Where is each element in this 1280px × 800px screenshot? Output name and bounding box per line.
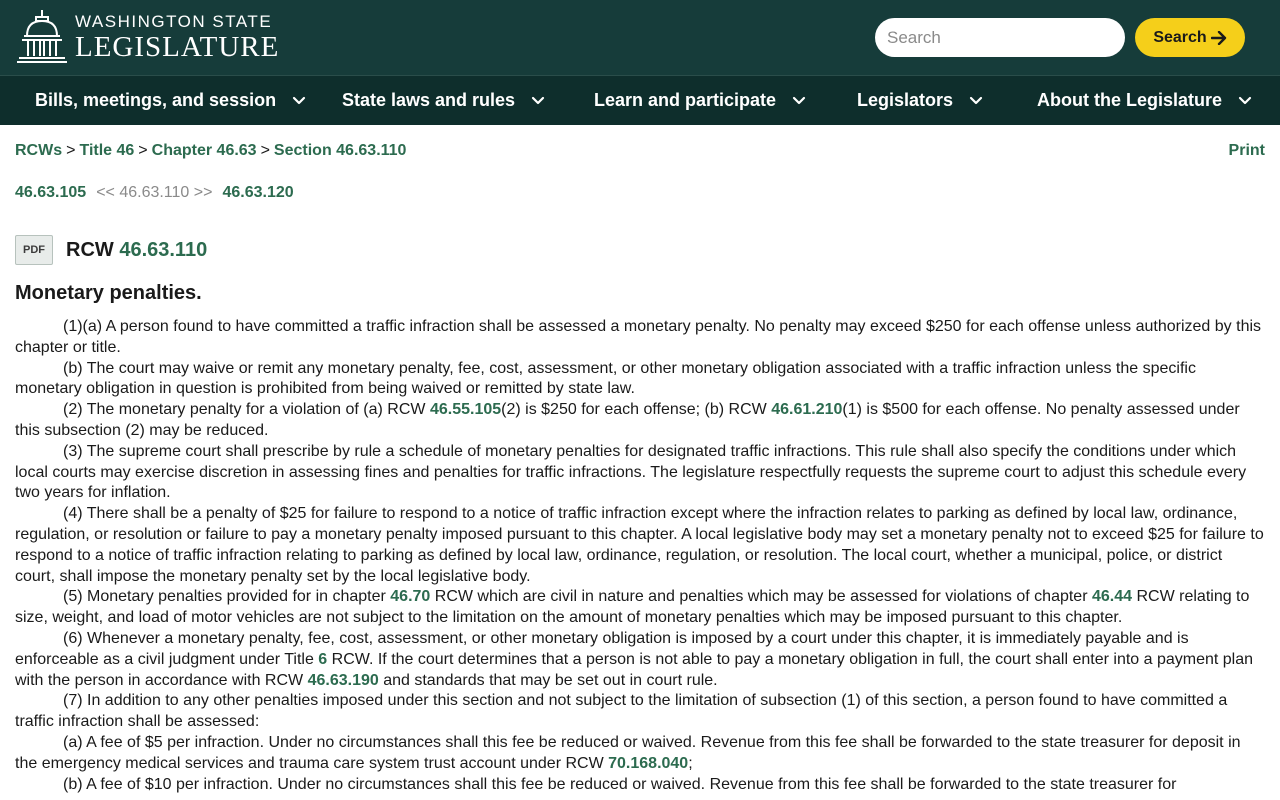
breadcrumb-chapter-link[interactable]: Chapter 46.63 bbox=[151, 142, 257, 159]
rcw-link[interactable]: 46.61.210 bbox=[771, 401, 843, 419]
current-section-indicator: << 46.63.110 >> bbox=[96, 184, 213, 201]
pdf-button[interactable]: PDF bbox=[15, 235, 53, 265]
text-segment: (1) is $500 for each offense. No penalty assessed under this subsection (2) may be reduced. bbox=[15, 401, 1240, 439]
logo-line-state: WASHINGTON STATE bbox=[75, 11, 273, 31]
rcw-link[interactable]: 70.168.040 bbox=[608, 754, 689, 772]
nav-legislators[interactable] bbox=[857, 76, 983, 125]
rcw-prefix: RCW bbox=[66, 238, 114, 261]
nav-label: Legislators bbox=[857, 90, 954, 110]
rcw-link[interactable]: 46.55.105 bbox=[429, 401, 502, 419]
chevron-down-icon bbox=[969, 94, 983, 108]
chevron-down-icon bbox=[292, 94, 306, 108]
rcw-title bbox=[66, 239, 207, 262]
text-segment: (5) Monetary penalties provided for in chapter bbox=[63, 588, 391, 606]
rcw-number-link[interactable]: 46.63.110 bbox=[119, 238, 208, 261]
nav-learn-participate[interactable] bbox=[594, 76, 806, 125]
text-segment: (a) A fee of $5 per infraction. Under no circumstances shall this fee be reduced or waived. Revenue from this fee shall be forwarded to the state treasurer for deposit in the emergency medical services and trauma care system trust account under RCW bbox=[15, 733, 1241, 772]
search-button[interactable] bbox=[1135, 18, 1245, 57]
text-segment: ; bbox=[688, 754, 693, 772]
rcw-link[interactable]: 46.63.190 bbox=[307, 671, 379, 689]
logo-line-legislature: LEGISLATURE bbox=[75, 30, 280, 63]
breadcrumb-separator: > bbox=[260, 142, 270, 159]
chevron-down-icon bbox=[792, 94, 806, 108]
site-header bbox=[0, 0, 1280, 75]
nav-label: Bills, meetings, and session bbox=[35, 90, 277, 110]
breadcrumb-separator: > bbox=[138, 142, 148, 159]
text-segment: (6) Whenever a monetary penalty, fee, cost, assessment, or other monetary obligation is imposed by a court under this chapter, it is immediately payable and is enforceable as a civil judgment under Title bbox=[15, 629, 1189, 668]
nav-state-laws-rules[interactable] bbox=[342, 76, 545, 125]
breadcrumb bbox=[15, 142, 406, 160]
search-input[interactable] bbox=[875, 18, 1125, 57]
breadcrumb-rcws-link[interactable]: RCWs bbox=[15, 142, 63, 159]
site-logo[interactable] bbox=[15, 8, 279, 66]
chevron-down-icon bbox=[531, 94, 545, 108]
paragraph-4: (4) There shall be a penalty of $25 for failure to respond to a notice of traffic infraction except where the infraction relates to parking as defined by local law, ordinance, regulation, or resolution or failure to pay a monetary penalty imposed pursuant to this chapter. A local legislative body may set a monetary penalty not to exceed $25 for failure to respond to a notice of traffic infraction relating to parking as defined by local law, ordinance, regulation, or resolution. The local court, whether a municipal, police, or district court, shall impose the monetary penalty set by the local legislative body. bbox=[15, 505, 1264, 585]
breadcrumb-title-link[interactable]: Title 46 bbox=[79, 142, 135, 159]
chapter-link[interactable]: 46.44 bbox=[1091, 588, 1133, 606]
text-segment: and standards that may be set out in court rule. bbox=[378, 671, 718, 689]
nav-about-legislature[interactable] bbox=[1037, 76, 1252, 125]
rcw-heading bbox=[15, 235, 207, 265]
text-segment: RCW relating to size, weight, and load of motor vehicles are not subject to the limitation on the amount of monetary penalties which may be imposed pursuant to this chapter. bbox=[15, 588, 1250, 627]
search-button-label: Search bbox=[1153, 28, 1207, 46]
capitol-dome-icon bbox=[15, 8, 69, 66]
paragraph-3: (3) The supreme court shall prescribe by rule a schedule of monetary penalties for designated traffic infractions. This rule shall also specify the conditions under which local courts may exercise discretion in assessing fines and penalties for traffic infractions. The legislature respectfully requests the supreme court to adjust this schedule every two years for inflation. bbox=[15, 442, 1247, 502]
breadcrumb-separator: > bbox=[66, 142, 76, 159]
nav-label: About the Legislature bbox=[1037, 90, 1223, 110]
nav-bills-meetings-session[interactable] bbox=[35, 76, 306, 125]
title-link[interactable]: 6 bbox=[318, 650, 328, 668]
chevron-down-icon bbox=[1238, 94, 1252, 108]
chapter-link[interactable]: 46.70 bbox=[390, 588, 431, 606]
text-segment: (2) is $250 for each offense; (b) RCW bbox=[501, 401, 772, 419]
section-pager bbox=[15, 184, 294, 202]
text-segment: RCW which are civil in nature and penalties which may be assessed for violations of chapter bbox=[430, 588, 1092, 606]
paragraph-6 bbox=[15, 629, 1265, 691]
paragraph-5 bbox=[15, 587, 1265, 629]
main-nav bbox=[0, 75, 1280, 125]
paragraph-7: (7) In addition to any other penalties imposed under this section and not subject to the limitation of subsection (1) of this section, a person found to have committed a traffic infraction shall be assessed: bbox=[15, 692, 1228, 731]
arrow-right-icon bbox=[1211, 31, 1227, 45]
nav-label: State laws and rules bbox=[342, 90, 516, 110]
previous-section-link[interactable]: 46.63.105 bbox=[15, 184, 87, 201]
nav-label: Learn and participate bbox=[594, 90, 777, 110]
paragraph-1b: (b) The court may waive or remit any monetary penalty, fee, cost, assessment, or other monetary obligation associated with a traffic infraction unless the specific monetary obligation in question is prohibited from being waived or remitted by state law. bbox=[15, 359, 1196, 398]
paragraph-7a bbox=[15, 733, 1265, 775]
text-segment: RCW. If the court determines that a person is not able to pay a monetary obligation in full, the court shall enter into a payment plan with the person in accordance with RCW bbox=[15, 650, 1254, 689]
paragraph-1a: (1)(a) A person found to have committed a traffic infraction shall be assessed a monetary penalty. No penalty may exceed $250 for each offense unless authorized by this chapter or title. bbox=[15, 318, 1262, 356]
section-title: Monetary penalties. bbox=[15, 282, 202, 304]
paragraph-2 bbox=[15, 400, 1265, 442]
text-segment: (2) The monetary penalty for a violation of (a) RCW bbox=[63, 401, 430, 419]
print-link[interactable]: Print bbox=[1228, 142, 1265, 159]
next-section-link[interactable]: 46.63.120 bbox=[222, 184, 294, 201]
statute-text bbox=[15, 317, 1265, 795]
breadcrumb-section-link[interactable]: Section 46.63.110 bbox=[273, 142, 407, 159]
paragraph-7b: (b) A fee of $10 per infraction. Under no circumstances shall this fee be reduced or waived. Revenue from this fee shall be forwarded to the state treasurer for bbox=[63, 775, 1177, 793]
